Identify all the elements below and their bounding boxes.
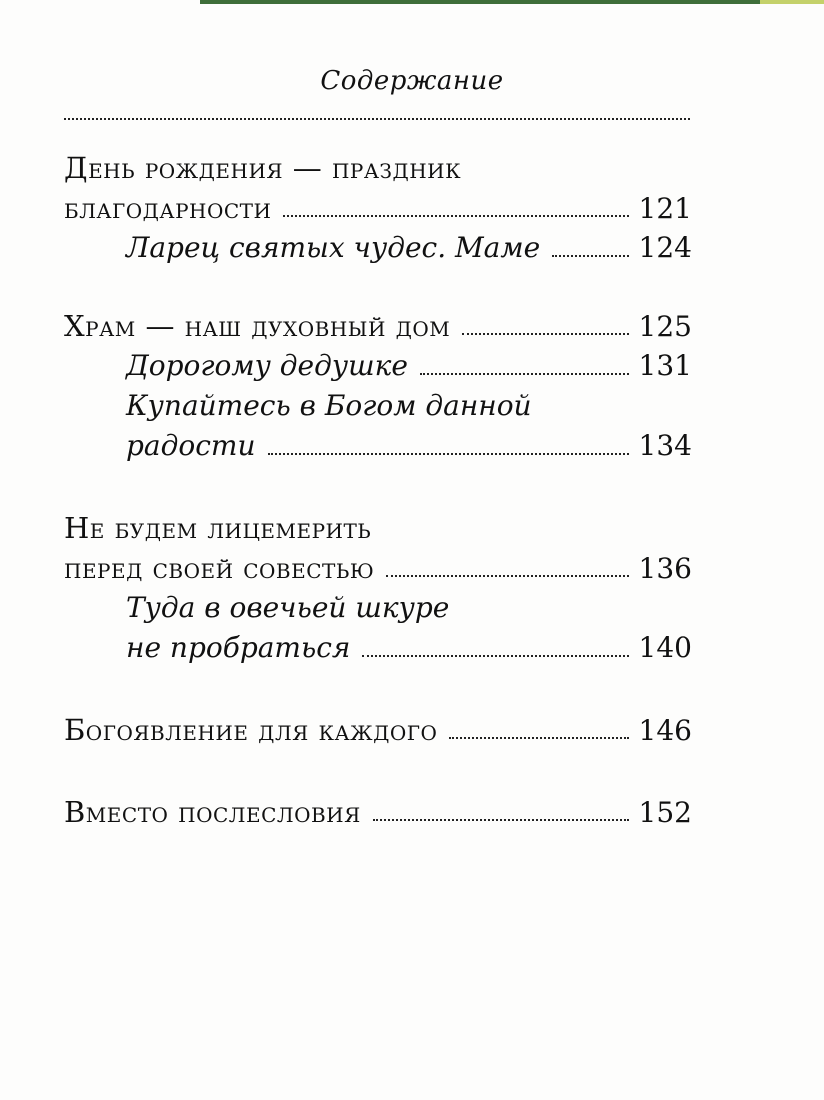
toc-page-number: 125: [638, 310, 692, 343]
dot-leader: [362, 655, 628, 657]
dot-leader: [449, 737, 628, 739]
table-of-contents: [64, 148, 692, 832]
toc-entry-afterword[interactable]: [64, 792, 692, 832]
dot-leader: [462, 333, 628, 335]
dot-leader: [552, 255, 628, 257]
toc-entry-title-line: благодарности: [64, 191, 272, 225]
toc-entry-title-line: Вместо послесловия: [64, 795, 361, 829]
page-title: Содержание: [320, 66, 504, 96]
toc-entry-temple[interactable]: [64, 306, 692, 346]
toc-entry-title-line: радости: [126, 429, 256, 462]
toc-entry-title-line: Туда в овечьей шкуре: [126, 591, 450, 624]
toc-entry-grandfather[interactable]: [64, 346, 692, 386]
dot-leader: [386, 575, 628, 577]
toc-entry-title-line: Дорогому дедушке: [126, 349, 408, 382]
toc-entry-title-line: Богоявление для каждого: [64, 713, 438, 747]
toc-entry-hypocrisy[interactable]: [64, 508, 692, 588]
toc-entry-title-line: Не будем лицемерить: [64, 511, 372, 545]
dot-leader: [283, 215, 628, 217]
toc-page-number: 136: [638, 552, 692, 585]
toc-page-number: 140: [638, 631, 692, 664]
toc-entry-title-line: День рождения — праздник: [64, 151, 462, 185]
toc-page-number: 124: [638, 231, 692, 264]
toc-page-number: 131: [638, 349, 692, 382]
toc-entry-title-line: Храм — наш духовный дом: [64, 309, 451, 343]
toc-entry-bathe[interactable]: [64, 386, 692, 466]
header-dotted-rule: [64, 118, 690, 120]
toc-entry-casket[interactable]: [64, 228, 692, 268]
toc-page-number: 146: [638, 714, 692, 747]
dot-leader: [268, 453, 629, 455]
toc-entry-title-line: Ларец святых чудес. Маме: [126, 231, 541, 264]
top-color-strip: [200, 0, 824, 4]
toc-page-number: 134: [638, 429, 692, 462]
toc-entry-sheepskin[interactable]: [64, 588, 692, 668]
toc-entry-epiphany[interactable]: [64, 710, 692, 750]
toc-entry-title-line: не пробраться: [126, 631, 351, 664]
toc-entry-birthday[interactable]: [64, 148, 692, 228]
dot-leader: [373, 819, 629, 821]
toc-page-number: 121: [638, 192, 692, 225]
dot-leader: [420, 373, 629, 375]
toc-page-number: 152: [638, 796, 692, 829]
toc-entry-title-line: Купайтесь в Богом данной: [126, 389, 532, 422]
toc-entry-title-line: перед своей совестью: [64, 551, 375, 585]
top-color-strip-end: [760, 0, 824, 4]
